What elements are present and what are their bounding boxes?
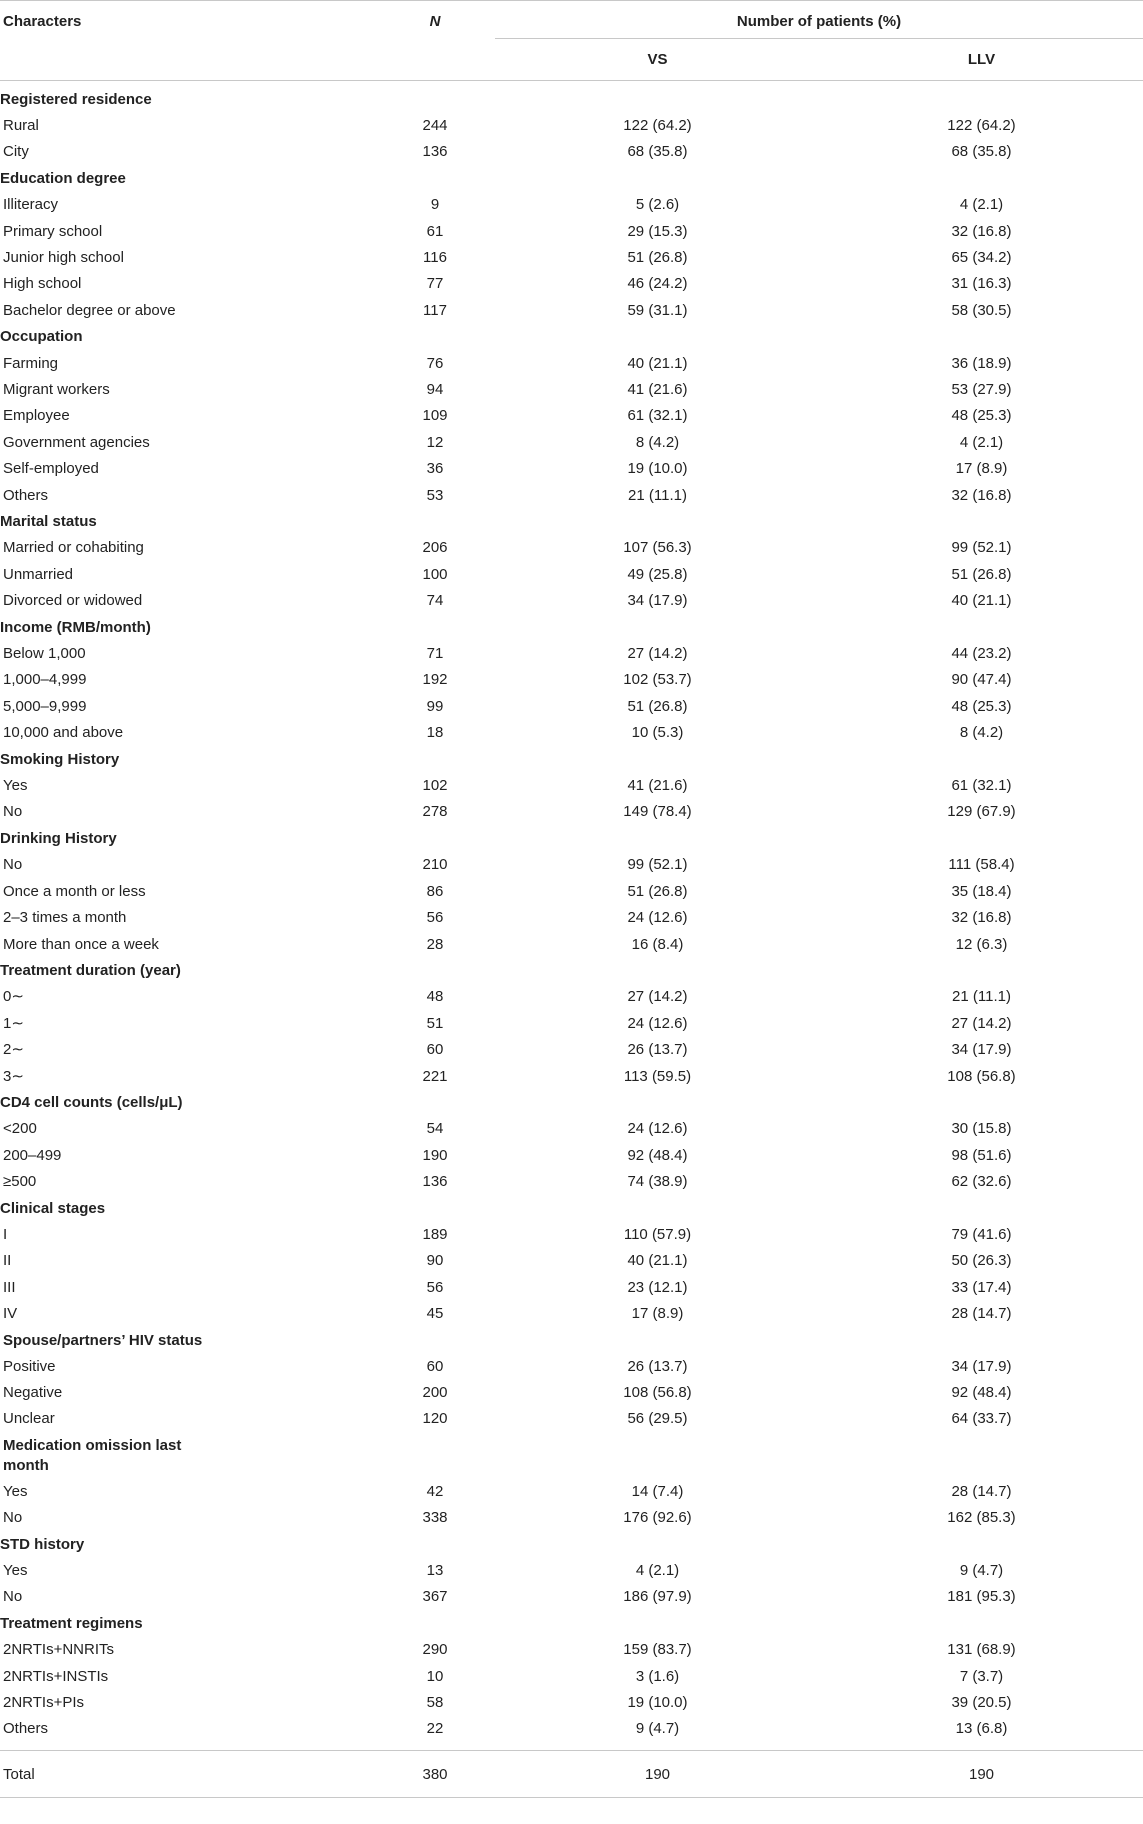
row-label: 2NRTIs+PIs [3, 1694, 84, 1712]
row-label: Yes [3, 1562, 28, 1580]
row-label: No [3, 1588, 23, 1606]
row-label: Employee [3, 407, 70, 425]
row-vs: 113 (59.5) [623, 1067, 692, 1085]
table-row [0, 403, 1143, 429]
row-label: 1∼ [3, 1014, 24, 1032]
table-row [0, 535, 1143, 561]
row-vs: 19 (10.0) [627, 1694, 688, 1712]
row-label: Junior high school [3, 248, 124, 266]
table-row [0, 271, 1143, 297]
group-title: Spouse/partners’ HIV status [3, 1331, 203, 1349]
table-row [0, 1716, 1143, 1742]
row-label: Negative [3, 1384, 63, 1401]
row-vs: 10 (5.3) [631, 724, 684, 742]
row-label: Others [3, 486, 49, 504]
row-n: 117 [423, 301, 447, 319]
row-llv: 32 (16.8) [951, 909, 1012, 927]
row-vs: 3 (1.6) [635, 1667, 680, 1685]
row-n: 338 [422, 1509, 448, 1527]
table-row [0, 456, 1143, 482]
row-label: Yes [3, 777, 28, 795]
table-row [0, 588, 1143, 614]
group-title: Treatment duration (year) [0, 961, 181, 979]
table-row [0, 1584, 1143, 1610]
row-n: 12 [426, 433, 444, 451]
row-llv: 31 (16.3) [951, 275, 1012, 293]
row-label: Positive [3, 1357, 56, 1375]
row-llv: 90 (47.4) [951, 671, 1012, 689]
row-vs: 26 (13.7) [627, 1357, 688, 1375]
row-label: Self-employed [3, 460, 99, 478]
row-vs: 21 (11.1) [628, 486, 687, 504]
table-row [0, 879, 1143, 905]
row-llv: 51 (26.8) [951, 565, 1012, 583]
row-llv: 36 (18.9) [951, 354, 1012, 372]
row-vs: 27 (14.2) [627, 645, 688, 663]
group-header-row [0, 615, 1143, 641]
row-label: City [3, 143, 29, 161]
total-label: Total [0, 1751, 375, 1798]
row-llv: 27 (14.2) [951, 1014, 1012, 1032]
row-vs: 19 (10.0) [627, 460, 688, 478]
group-title: Occupation [0, 328, 83, 346]
table-row [0, 1116, 1143, 1142]
row-llv: 44 (23.2) [951, 645, 1012, 663]
row-llv: 21 (11.1) [952, 988, 1011, 1006]
table-row [0, 298, 1143, 324]
row-vs: 24 (12.6) [627, 909, 688, 927]
row-label: Married or cohabiting [3, 539, 144, 557]
row-llv: 92 (48.4) [951, 1384, 1012, 1401]
row-n: 56 [426, 1278, 444, 1296]
row-llv: 61 (32.1) [951, 777, 1012, 795]
row-llv: 65 (34.2) [951, 248, 1012, 266]
row-llv: 35 (18.4) [951, 882, 1012, 900]
table-row [0, 1505, 1143, 1531]
row-vs: 186 (97.9) [623, 1588, 692, 1606]
row-llv: 40 (21.1) [951, 592, 1012, 610]
row-n: 61 [426, 222, 444, 240]
total-vs: 190 [495, 1751, 820, 1798]
group-header-row [0, 1611, 1143, 1637]
table-row [0, 799, 1143, 825]
row-vs: 49 (25.8) [627, 565, 688, 583]
row-llv: 9 (4.7) [959, 1562, 1004, 1580]
row-label: 3∼ [3, 1067, 24, 1085]
group-header-row [0, 826, 1143, 852]
row-n: 221 [422, 1067, 448, 1085]
row-llv: 181 (95.3) [947, 1588, 1016, 1606]
group-header-row [0, 1328, 1143, 1354]
row-vs: 40 (21.1) [627, 1252, 688, 1270]
row-vs: 8 (4.2) [635, 433, 680, 451]
row-vs: 46 (24.2) [627, 275, 688, 293]
row-label: Unclear [3, 1410, 55, 1428]
row-n: 58 [426, 1694, 444, 1712]
row-llv: 58 (30.5) [951, 301, 1012, 319]
row-vs: 59 (31.1) [627, 301, 688, 319]
row-n: 56 [426, 909, 444, 927]
group-header-row [0, 1090, 1143, 1116]
row-n: 200 [422, 1384, 448, 1401]
row-llv: 99 (52.1) [951, 539, 1012, 557]
row-llv: 34 (17.9) [951, 1357, 1012, 1375]
row-llv: 108 (56.8) [947, 1067, 1016, 1085]
row-n: 90 [426, 1252, 444, 1270]
row-label: More than once a week [3, 935, 159, 953]
table-row [0, 932, 1143, 958]
row-label: 0∼ [3, 988, 24, 1006]
row-label: High school [3, 275, 82, 293]
row-label: 1,000–4,999 [3, 671, 87, 689]
table-row [0, 694, 1143, 720]
row-n: 290 [422, 1641, 448, 1659]
row-n: 71 [426, 645, 444, 663]
row-label: Primary school [3, 222, 103, 240]
row-n: 53 [426, 486, 444, 504]
table-row [0, 1637, 1143, 1663]
row-llv: 48 (25.3) [951, 407, 1012, 425]
row-label: Migrant workers [3, 380, 110, 398]
group-header-row [0, 1433, 1143, 1479]
group-header-row [0, 1196, 1143, 1222]
row-vs: 40 (21.1) [627, 354, 688, 372]
table-row [0, 1690, 1143, 1716]
row-vs: 110 (57.9) [623, 1225, 692, 1243]
row-llv: 32 (16.8) [951, 222, 1012, 240]
row-n: 367 [422, 1588, 448, 1606]
row-llv: 53 (27.9) [951, 380, 1012, 398]
group-title: Education degree [0, 169, 126, 187]
row-n: 45 [426, 1305, 444, 1323]
table-row [0, 667, 1143, 693]
row-label: 2–3 times a month [3, 909, 127, 927]
row-n: 9 [430, 196, 440, 214]
group-title: Marital status [0, 513, 97, 530]
row-n: 190 [422, 1146, 448, 1164]
row-vs: 159 (83.7) [623, 1641, 692, 1659]
row-n: 120 [422, 1410, 448, 1428]
row-llv: 13 (6.8) [955, 1720, 1008, 1738]
group-header-row [0, 747, 1143, 773]
row-vs: 17 (8.9) [631, 1305, 684, 1323]
table-row [0, 1664, 1143, 1690]
group-title: CD4 cell counts (cells/μL) [0, 1093, 183, 1111]
table-row [0, 351, 1143, 377]
table-row [0, 1479, 1143, 1505]
row-label: III [3, 1278, 16, 1296]
table-row [0, 1143, 1143, 1169]
table-row [0, 1011, 1143, 1037]
table-row [0, 1406, 1143, 1432]
row-label: 5,000–9,999 [3, 697, 87, 715]
table-row [0, 984, 1143, 1010]
row-n: 74 [426, 592, 444, 610]
table-row [0, 562, 1143, 588]
row-n: 244 [422, 116, 448, 134]
table-row [0, 1354, 1143, 1380]
total-row [0, 1751, 1143, 1798]
table-row [0, 905, 1143, 931]
row-vs: 61 (32.1) [627, 407, 688, 425]
table-row [0, 641, 1143, 667]
row-n: 206 [422, 539, 448, 557]
table-body [0, 87, 1143, 1743]
row-label: No [3, 1509, 23, 1527]
row-vs: 92 (48.4) [627, 1146, 688, 1164]
row-llv: 30 (15.8) [951, 1120, 1012, 1138]
row-llv: 48 (25.3) [951, 697, 1012, 715]
row-vs: 24 (12.6) [627, 1014, 688, 1032]
row-n: 210 [422, 856, 448, 874]
row-label: 2∼ [3, 1041, 24, 1059]
table-row [0, 483, 1143, 509]
row-label: Once a month or less [3, 882, 146, 900]
row-vs: 29 (15.3) [627, 222, 688, 240]
row-label: Bachelor degree or above [3, 301, 176, 319]
group-header-row [0, 1532, 1143, 1558]
row-label: Others [3, 1720, 49, 1738]
table-row [0, 113, 1143, 139]
table-row [0, 1037, 1143, 1063]
row-label: Yes [3, 1482, 28, 1500]
group-header-row [0, 324, 1143, 350]
row-n: 136 [422, 1173, 448, 1191]
row-n: 86 [426, 882, 444, 900]
row-n: 28 [426, 935, 444, 953]
row-vs: 26 (13.7) [627, 1041, 688, 1059]
row-llv: 28 (14.7) [951, 1305, 1012, 1323]
row-label: Farming [3, 354, 59, 372]
row-label: Divorced or widowed [3, 592, 143, 610]
header-vs: VS [495, 39, 820, 81]
row-n: 18 [426, 724, 444, 742]
group-header-row [0, 958, 1143, 984]
row-n: 60 [426, 1041, 444, 1059]
header-characters: Characters [0, 1, 375, 39]
row-label: Unmarried [3, 565, 74, 583]
row-n: 99 [426, 697, 444, 715]
row-n: 42 [426, 1482, 444, 1500]
row-vs: 14 (7.4) [631, 1482, 684, 1500]
row-llv: 79 (41.6) [951, 1225, 1012, 1243]
row-llv: 7 (3.7) [959, 1667, 1004, 1685]
row-vs: 5 (2.6) [635, 196, 680, 214]
row-n: 192 [422, 671, 448, 689]
row-label: II [3, 1252, 12, 1270]
row-llv: 32 (16.8) [951, 486, 1012, 504]
row-vs: 122 (64.2) [623, 116, 692, 134]
row-vs: 51 (26.8) [627, 248, 688, 266]
row-n: 116 [423, 248, 447, 266]
row-label: Illiteracy [3, 196, 59, 214]
row-vs: 41 (21.6) [627, 777, 688, 795]
row-vs: 176 (92.6) [623, 1509, 692, 1527]
row-llv: 122 (64.2) [947, 116, 1016, 134]
row-n: 48 [426, 988, 444, 1006]
table-row [0, 245, 1143, 271]
row-label: <200 [3, 1120, 37, 1138]
row-n: 36 [426, 460, 444, 478]
group-title: Treatment regimens [0, 1614, 143, 1632]
row-vs: 74 (38.9) [627, 1173, 688, 1191]
table-row [0, 1558, 1143, 1584]
row-n: 94 [426, 380, 444, 398]
row-label: I [3, 1225, 8, 1243]
row-label: 2NRTIs+NNRITs [3, 1641, 114, 1659]
row-vs: 9 (4.7) [635, 1720, 680, 1738]
header-llv: LLV [820, 39, 1143, 81]
group-header-row [0, 166, 1143, 192]
group-title: Drinking History [0, 829, 117, 847]
row-vs: 56 (29.5) [627, 1410, 688, 1428]
row-llv: 4 (2.1) [959, 433, 1004, 451]
row-n: 189 [422, 1225, 448, 1243]
row-label: 10,000 and above [3, 724, 124, 742]
table-row [0, 1248, 1143, 1274]
table-row [0, 852, 1143, 878]
table-row [0, 1380, 1143, 1406]
row-llv: 50 (26.3) [951, 1252, 1012, 1270]
row-label: Government agencies [3, 433, 150, 451]
table-row [0, 1301, 1143, 1327]
row-llv: 131 (68.9) [947, 1641, 1016, 1659]
row-n: 100 [422, 565, 448, 583]
row-n: 102 [422, 777, 448, 795]
row-vs: 68 (35.8) [627, 143, 688, 161]
total-llv: 190 [820, 1751, 1143, 1798]
table-row [0, 430, 1143, 456]
row-label: ≥500 [3, 1173, 37, 1191]
row-label: Below 1,000 [3, 645, 86, 663]
row-llv: 162 (85.3) [947, 1509, 1016, 1527]
row-llv: 98 (51.6) [951, 1146, 1012, 1164]
row-vs: 41 (21.6) [627, 380, 688, 398]
row-llv: 33 (17.4) [951, 1278, 1012, 1296]
row-label: 2NRTIs+INSTIs [3, 1667, 109, 1685]
row-vs: 51 (26.8) [627, 882, 688, 900]
row-vs: 108 (56.8) [623, 1384, 692, 1401]
group-header-row [0, 87, 1143, 113]
row-n: 54 [426, 1120, 444, 1138]
row-n: 22 [426, 1720, 444, 1738]
row-vs: 16 (8.4) [631, 935, 684, 953]
row-llv: 129 (67.9) [947, 803, 1016, 821]
row-n: 77 [426, 275, 444, 293]
table-row [0, 720, 1143, 746]
row-label: Rural [3, 116, 39, 134]
group-title: Income (RMB/month) [0, 618, 151, 636]
row-vs: 24 (12.6) [627, 1120, 688, 1138]
group-title: Clinical stages [0, 1199, 106, 1217]
row-label: IV [3, 1305, 18, 1323]
row-label: No [3, 856, 23, 874]
table-row [0, 1064, 1143, 1090]
row-n: 109 [422, 407, 448, 425]
row-n: 60 [426, 1357, 444, 1375]
table-row [0, 773, 1143, 799]
header-number-of-patients: Number of patients (%) [495, 1, 1143, 39]
row-vs: 102 (53.7) [623, 671, 692, 689]
row-vs: 107 (56.3) [623, 539, 692, 557]
header-n: N [375, 1, 495, 39]
row-llv: 62 (32.6) [951, 1173, 1012, 1191]
row-n: 51 [426, 1014, 444, 1032]
table-row [0, 1169, 1143, 1195]
row-vs: 149 (78.4) [623, 803, 692, 821]
group-title: Medication omission last month [3, 1436, 182, 1474]
row-llv: 34 (17.9) [951, 1041, 1012, 1059]
row-vs: 23 (12.1) [627, 1278, 688, 1296]
row-n: 10 [426, 1667, 444, 1685]
row-n: 136 [422, 143, 448, 161]
table-row [0, 377, 1143, 403]
row-vs: 27 (14.2) [627, 988, 688, 1006]
row-llv: 4 (2.1) [959, 196, 1004, 214]
row-llv: 17 (8.9) [955, 460, 1008, 478]
group-title: STD history [0, 1535, 85, 1553]
row-n: 13 [426, 1562, 444, 1580]
table-row [0, 192, 1143, 218]
table-row [0, 1222, 1143, 1248]
row-llv: 111 (58.4) [948, 856, 1015, 874]
row-llv: 28 (14.7) [951, 1482, 1012, 1500]
row-llv: 12 (6.3) [955, 935, 1008, 953]
row-n: 278 [422, 803, 448, 821]
row-vs: 4 (2.1) [635, 1562, 680, 1580]
table-row [0, 139, 1143, 165]
group-title: Registered residence [0, 90, 152, 108]
row-vs: 51 (26.8) [627, 697, 688, 715]
table-row [0, 219, 1143, 245]
row-llv: 39 (20.5) [951, 1694, 1012, 1712]
row-vs: 34 (17.9) [627, 592, 688, 610]
row-vs: 99 (52.1) [627, 856, 688, 874]
row-llv: 68 (35.8) [951, 143, 1012, 161]
group-title: Smoking History [0, 750, 120, 768]
row-label: 200–499 [3, 1146, 62, 1164]
row-label: No [3, 803, 23, 821]
total-n: 380 [375, 1751, 495, 1798]
group-header-row [0, 509, 1143, 535]
table-row [0, 1275, 1143, 1301]
row-llv: 8 (4.2) [959, 724, 1004, 742]
row-llv: 64 (33.7) [951, 1410, 1012, 1428]
row-n: 76 [426, 354, 444, 372]
